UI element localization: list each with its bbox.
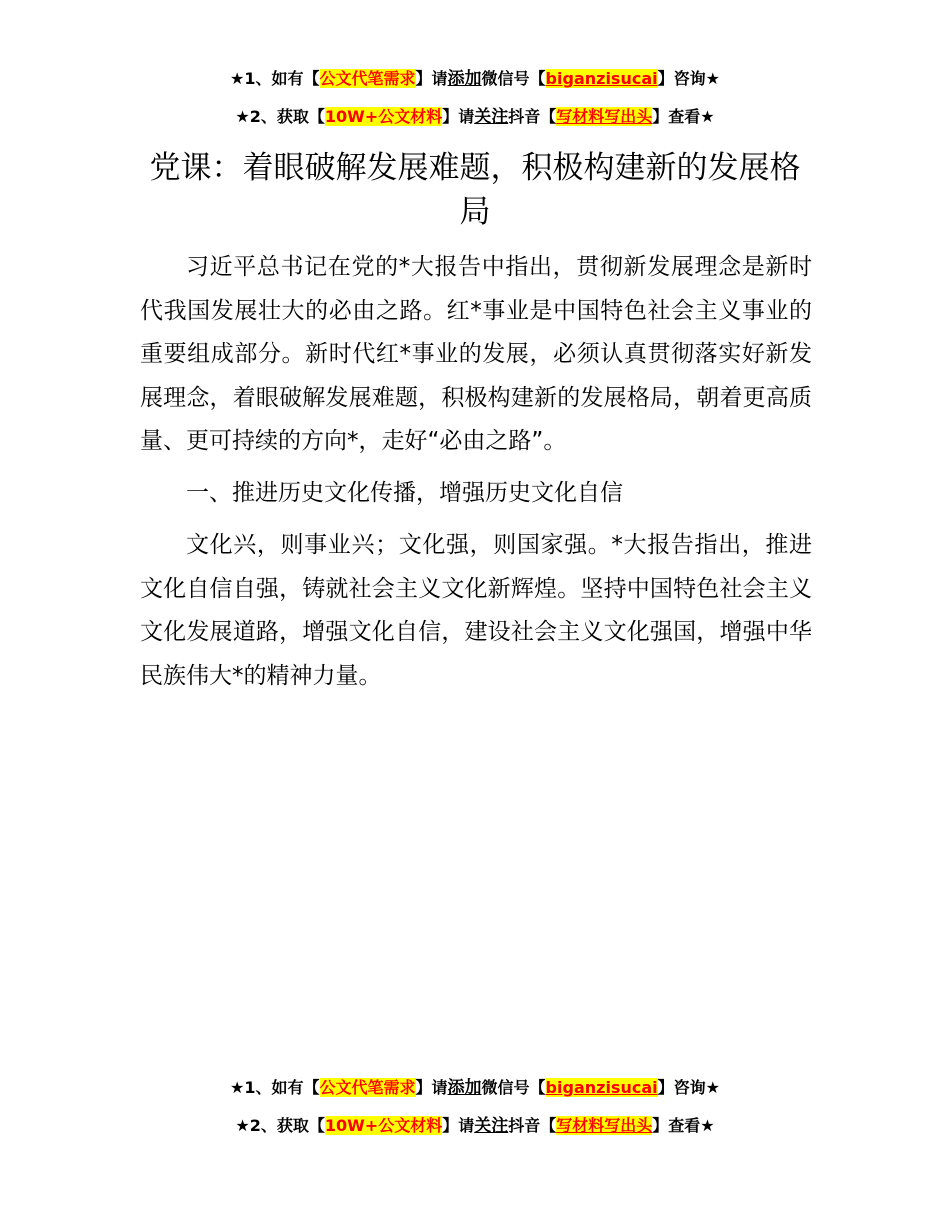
promo-highlight: 公文代笔需求 (319, 69, 416, 88)
promo-prefix: ★1、如有【 (230, 1078, 320, 1097)
section-heading-1: 一、推进历史文化传播，增强历史文化自信 (186, 480, 623, 506)
body-paragraph-1: 习近平总书记在党的*大报告中指出，贯彻新发展理念是新时代我国发展壮大的必由之路。红*事业是中国特色社会主义事业的重要组成部分。新时代红*事业的发展，必须认真贯彻落实好新发展理念，着眼破解发展难题，积极构建新的发展格局，朝着更高质量、更可持续的方向*，走好“必由之路”。 (140, 254, 812, 454)
promo-douyin-id: 写材料写出头 (556, 1116, 653, 1135)
promo-prefix: ★1、如有【 (230, 69, 320, 88)
footer-promo-line-1 (0, 1077, 950, 1099)
promo-prefix: ★2、获取【 (235, 107, 325, 126)
document-title: 党课：着眼破解发展难题，积极构建新的发展格局 (149, 150, 801, 230)
promo-text: 】请 (415, 69, 448, 88)
promo-suffix: 】咨询★ (657, 69, 720, 88)
promo-text: 抖音【 (508, 107, 557, 126)
header-promo-line-1 (0, 68, 950, 90)
promo-text: 微信号【 (481, 1078, 546, 1097)
promo-emphasis: 关注 (474, 107, 509, 127)
promo-wechat-id: biganzisucai (545, 1078, 658, 1097)
promo-emphasis: 关注 (474, 1116, 509, 1136)
promo-wechat-id: biganzisucai (545, 69, 658, 88)
header-promo-line-2 (0, 106, 950, 128)
body-paragraph-2: 文化兴，则事业兴；文化强，则国家强。*大报告指出，推进文化自信自强，铸就社会主义文化新辉煌。坚持中国特色社会主义文化发展道路，增强文化自信，建设社会主义文化强国，增强中华民族伟大*的精神力量。 (140, 532, 812, 689)
promo-prefix: ★2、获取【 (235, 1116, 325, 1135)
promo-highlight: 公文代笔需求 (319, 1078, 416, 1097)
promo-emphasis: 添加 (447, 1078, 482, 1098)
promo-suffix: 】咨询★ (657, 1078, 720, 1097)
promo-text: 微信号【 (481, 69, 546, 88)
promo-text: 】请 (442, 107, 475, 126)
promo-douyin-id: 写材料写出头 (556, 107, 653, 126)
promo-suffix: 】查看★ (652, 107, 715, 126)
promo-emphasis: 添加 (447, 69, 482, 89)
footer-promo-line-2 (0, 1115, 950, 1137)
promo-highlight: 10W+公文材料 (324, 1116, 443, 1135)
promo-suffix: 】查看★ (652, 1116, 715, 1135)
promo-text: 】请 (415, 1078, 448, 1097)
promo-text: 】请 (442, 1116, 475, 1135)
promo-highlight: 10W+公文材料 (324, 107, 443, 126)
promo-text: 抖音【 (508, 1116, 557, 1135)
